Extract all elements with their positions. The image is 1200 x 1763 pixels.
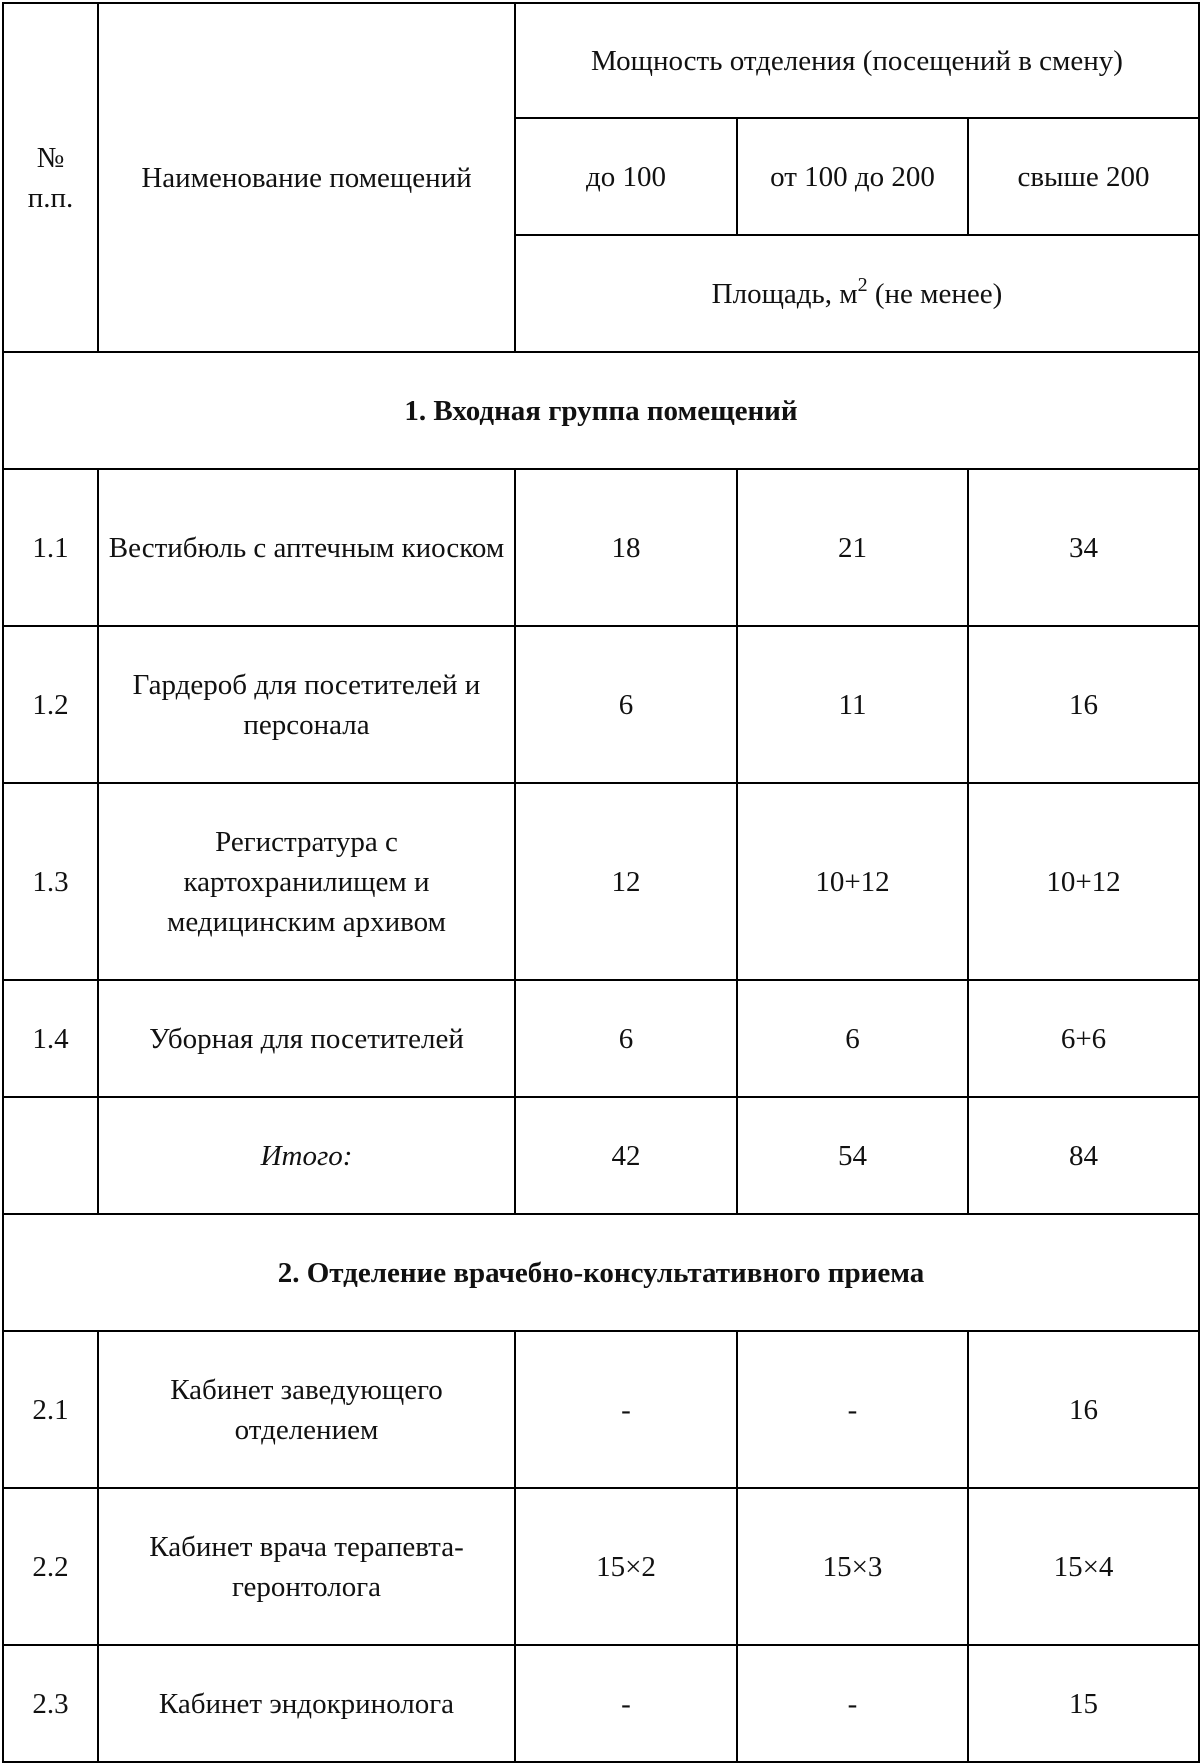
row-value-col-2: 21 [737, 469, 968, 626]
row-name: Кабинет врача терапевта-геронтолога [98, 1488, 515, 1645]
row-value-col-1: 6 [515, 980, 737, 1097]
row-value-col-1: - [515, 1331, 737, 1488]
row-num: 2.3 [3, 1645, 98, 1762]
area-label-sup: 2 [857, 273, 868, 296]
header-col-3: свыше 200 [968, 118, 1199, 235]
total-value-col-2: 54 [737, 1097, 968, 1214]
total-row [3, 1097, 1199, 1214]
row-value-col-1: - [515, 1645, 737, 1762]
row-num: 2.2 [3, 1488, 98, 1645]
area-label-prefix: Площадь, м [711, 277, 858, 310]
rooms-area-table [2, 2, 1200, 1763]
row-num: 1.4 [3, 980, 98, 1097]
row-value-col-1: 12 [515, 783, 737, 980]
row-name: Кабинет заведующего отделением [98, 1331, 515, 1488]
header-num-cell [3, 3, 98, 352]
table-row [3, 980, 1199, 1097]
document-page [2, 2, 1198, 1763]
row-value-col-2: 10+12 [737, 783, 968, 980]
table-row [3, 626, 1199, 783]
total-num-empty [3, 1097, 98, 1214]
header-col-2: от 100 до 200 [737, 118, 968, 235]
header-name-label: Наименование помещений [141, 161, 472, 194]
header-area-cell [515, 235, 1199, 352]
row-value-col-2: - [737, 1645, 968, 1762]
row-value-col-2: - [737, 1331, 968, 1488]
table-row [3, 1331, 1199, 1488]
row-value-col-3: 16 [968, 1331, 1199, 1488]
total-value-col-3: 84 [968, 1097, 1199, 1214]
row-value-col-1: 18 [515, 469, 737, 626]
row-num: 1.1 [3, 469, 98, 626]
table-row [3, 783, 1199, 980]
row-value-col-3: 15×4 [968, 1488, 1199, 1645]
row-value-col-2: 15×3 [737, 1488, 968, 1645]
row-value-col-3: 6+6 [968, 980, 1199, 1097]
section-2-title: 2. Отделение врачебно-консультативного приема [3, 1214, 1199, 1331]
row-name: Кабинет эндокринолога [98, 1645, 515, 1762]
row-value-col-2: 6 [737, 980, 968, 1097]
table-row [3, 1488, 1199, 1645]
header-col-1: до 100 [515, 118, 737, 235]
row-value-col-3: 10+12 [968, 783, 1199, 980]
area-label-suffix: (не менее) [867, 277, 1003, 310]
table-row [3, 1645, 1199, 1762]
row-value-col-1: 6 [515, 626, 737, 783]
row-num: 1.2 [3, 626, 98, 783]
row-num: 1.3 [3, 783, 98, 980]
row-name: Вестибюль с аптечным киоском [98, 469, 515, 626]
row-value-col-3: 15 [968, 1645, 1199, 1762]
table-row [3, 469, 1199, 626]
row-num: 2.1 [3, 1331, 98, 1488]
header-capacity-label: Мощность отделения (посещений в смену) [591, 44, 1123, 77]
row-value-col-2: 11 [737, 626, 968, 783]
row-name: Регистратура с картохранилищем и медицинским архивом [98, 783, 515, 980]
header-capacity-cell [515, 3, 1199, 118]
total-value-col-1: 42 [515, 1097, 737, 1214]
total-label: Итого: [98, 1097, 515, 1214]
row-value-col-1: 15×2 [515, 1488, 737, 1645]
section-1-title: 1. Входная группа помещений [3, 352, 1199, 469]
section-title-row [3, 1214, 1199, 1331]
header-name-cell [98, 3, 515, 352]
header-row-capacity [3, 3, 1199, 118]
section-title-row [3, 352, 1199, 469]
row-name: Гардероб для посетителей и персонала [98, 626, 515, 783]
row-name: Уборная для посетителей [98, 980, 515, 1097]
row-value-col-3: 34 [968, 469, 1199, 626]
header-num-label: № п.п. [27, 141, 74, 214]
row-value-col-3: 16 [968, 626, 1199, 783]
